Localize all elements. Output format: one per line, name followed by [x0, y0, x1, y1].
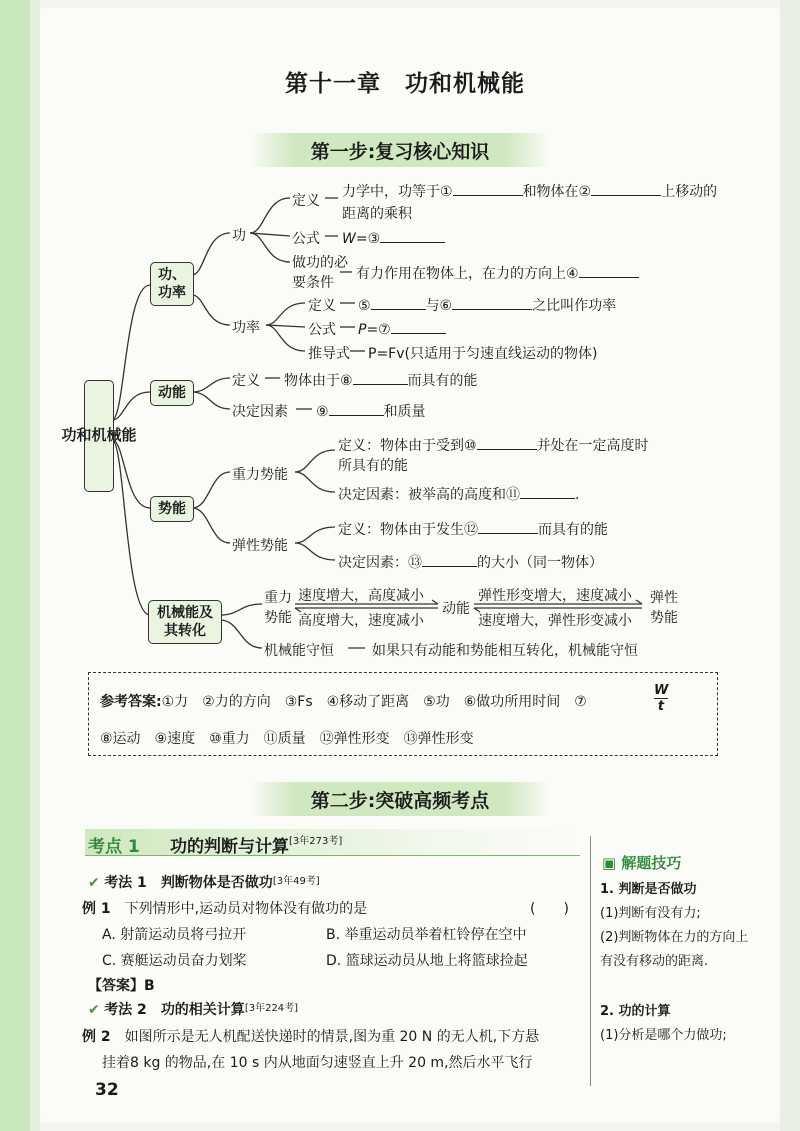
conv-top-2: 弹性形变增大，速度减小: [478, 588, 632, 604]
example1-option-d: D. 篮球运动员从地上将篮球捡起: [326, 953, 528, 969]
answers-fraction: W t: [654, 683, 669, 714]
conv-left-2: 势能: [264, 610, 292, 626]
tips-divider: [590, 836, 591, 1086]
chapter-title: 第十一章 功和机械能: [285, 71, 525, 97]
example1-stem: 例 1 下列情形中,运动员对物体没有做功的是: [82, 901, 368, 917]
gravity-label: 重力势能: [232, 467, 288, 483]
example1-answer: 【答案】B: [88, 978, 155, 994]
gravity-def-line1: 定义：物体由于受到⑩ 并处在一定高度时: [338, 435, 649, 455]
power-def-label: 定义: [308, 298, 336, 314]
tips-heading: ▣ 解题技巧: [602, 854, 682, 872]
power-derived-label: 推导式: [308, 346, 350, 362]
node-kinetic: 动能: [150, 380, 194, 406]
work-cond-label-2: 要条件: [292, 275, 334, 291]
tips-p2: (2)判断物体在力的方向上有没有移动的距离.: [600, 930, 749, 969]
example1-option-a: A. 射箭运动员将弓拉开: [102, 927, 247, 943]
example2-line-2: 挂着8 kg 的物品,在 10 s 内从地面匀速竖直上升 20 m,然后水平飞行: [102, 1055, 533, 1071]
conv-mid: 动能: [442, 601, 470, 617]
example1-option-c: C. 赛艇运动员奋力划桨: [102, 953, 247, 969]
work-cond-text: 有力作用在物体上，在力的方向上④: [356, 263, 639, 283]
answers-row-2: ⑧运动 ⑨速度 ⑩重力 ⑪质量 ⑫弹性形变 ⑬弹性形变: [100, 731, 474, 747]
power-derived-text: P=Fv(只适用于匀速直线运动的物体): [368, 346, 598, 362]
power-def-text: ⑤ 与⑥ 之比叫作功率: [358, 295, 616, 315]
elastic-factor: 决定因素：⑬ 的大小（同一物体）: [338, 552, 603, 572]
work-formula-label: 公式: [292, 231, 320, 247]
power-formula: P=⑦: [358, 319, 446, 338]
work-label: 功: [232, 228, 246, 244]
power-label: 功率: [232, 320, 260, 336]
conv-left-1: 重力: [264, 590, 292, 606]
example1-option-b: B. 举重运动员举着杠铃停在空中: [326, 927, 527, 943]
tips-h1: 1. 判断是否做功: [600, 882, 697, 897]
notebook-icon: ▣: [602, 854, 617, 872]
conv-top-1: 速度增大，高度减小: [298, 588, 424, 604]
conserve-label: 机械能守恒: [264, 643, 334, 659]
work-def-line2: 距离的乘积: [342, 206, 412, 222]
kinetic-factor-label: 决定因素: [232, 404, 288, 420]
conserve-text: 如果只有动能和势能相互转化，机械能守恒: [372, 643, 638, 659]
example2-line-1: 例 2 如图所示是无人机配送快递时的情景,图为重 20 N 的无人机,下方悬: [82, 1029, 540, 1045]
work-def-line1: 力学中，功等于① 和物体在② 上移动的: [342, 181, 717, 201]
example1-paren: ( ): [530, 901, 569, 917]
work-cond-label-1: 做功的必: [292, 255, 348, 271]
conv-right-1: 弹性: [650, 590, 678, 606]
page-number: 32: [95, 1080, 119, 1100]
kaodian-label: 考点 1: [88, 837, 140, 857]
step2-banner: 第二步:突破高频考点: [250, 782, 550, 816]
kinetic-def-label: 定义: [232, 373, 260, 389]
power-formula-label: 公式: [308, 322, 336, 338]
kinetic-factor-text: ⑨ 和质量: [316, 401, 426, 421]
gravity-factor: 决定因素：被举高的高度和⑪ .: [338, 484, 579, 504]
tips-p3: (1)分析是哪个力做功;: [600, 1028, 727, 1043]
mindmap-root: 功和机械能: [84, 380, 114, 492]
kinetic-def-text: 物体由于⑧ 而具有的能: [284, 370, 478, 390]
node-potential: 势能: [150, 496, 194, 522]
gravity-def-line2: 所具有的能: [338, 458, 408, 474]
tips-h2: 2. 功的计算: [600, 1004, 671, 1019]
conv-right-2: 势能: [650, 610, 678, 626]
work-def-label: 定义: [292, 193, 320, 209]
kaofa1-heading: ✔ 考法 1 判断物体是否做功[3年49考]: [88, 875, 320, 891]
node-mechanical: 机械能及 其转化: [148, 600, 222, 644]
step1-banner: 第一步:复习核心知识: [250, 133, 550, 167]
node-work-power: 功、 功率: [150, 262, 194, 306]
answers-row-1: 参考答案:①力 ②力的方向 ③Fs ④移动了距离 ⑤功 ⑥做功所用时间 ⑦: [100, 694, 587, 710]
work-formula: W=③: [342, 228, 445, 247]
conv-bottom-2: 速度增大，弹性形变减小: [478, 613, 632, 629]
kaodian-title: 功的判断与计算[3年273考]: [170, 836, 343, 857]
tips-p1: (1)判断有没有力;: [600, 906, 701, 921]
elastic-label: 弹性势能: [232, 538, 288, 554]
conv-bottom-1: 高度增大，速度减小: [298, 613, 424, 629]
elastic-def: 定义：物体由于发生⑫ 而具有的能: [338, 519, 608, 539]
kaofa2-heading: ✔ 考法 2 功的相关计算[3年224考]: [88, 1002, 299, 1018]
